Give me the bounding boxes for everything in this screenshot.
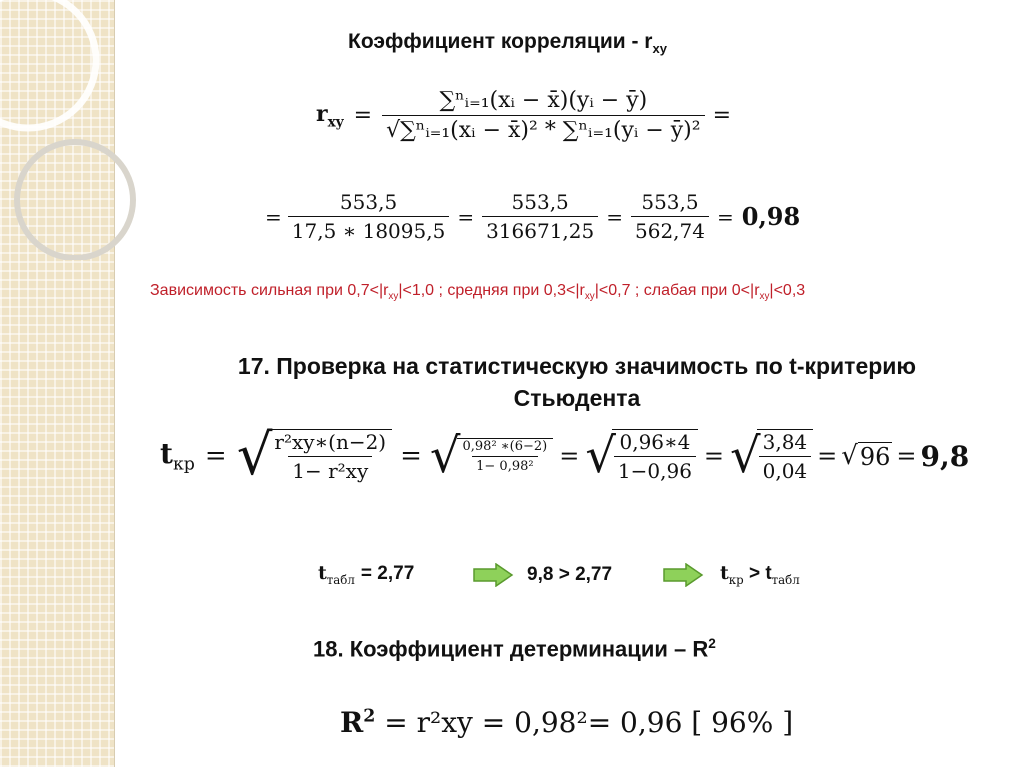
- correlation-formula: $r_{xy}$ = $\frac{\text{∑ⁿᵢ₌₁(xᵢ − x̄)(yᵢ − ȳ)}}{\text{√∑ⁿᵢ₌₁(xᵢ − x̄)² * ∑ⁿᵢ₌₁(yᵢ − ȳ)²}}$ =: [316, 88, 732, 143]
- correlation-calculation: = $\frac{553,5}{17,5 ∗ 18095,5}$ = $\frac{553,5}{316671,25}$ = $\frac{553,5}{562,74}$ = 0,98: [265, 190, 801, 243]
- t-statistic-formula: $t_{кр}$ = √ $\frac{\text{r²xy∗(n−2)}}{\text{1− r²xy}}$ = √ $\frac{\text{0,98² ∗(6−2)}}{\text{1− 0,98²}}$ = √ $\frac{0,96∗4}{1-0,96}$ = √ $\frac{3,84}{0,04}$ = √ 96 = 9,8: [160, 423, 970, 488]
- section-17-heading: 17. Проверка на статистическую значимость по t-критерию Стьюдента: [237, 353, 917, 411]
- formula-lhs: $r_{xy}$: [316, 100, 344, 131]
- correlation-fraction: [382, 88, 705, 143]
- dependency-note: Зависимость сильная при $0,7<|r_{xy}|<1,0$ ; средняя при $0,3<|r_{xy}|<0,7$ ; слабая при $0<|r_{xy}|<0,3$: [150, 282, 806, 303]
- determination-formula: $R^2 = r^2xy = 0,98^2= 0,96$ [ 96% ]: [340, 706, 794, 739]
- page-title: Коэффициент корреляции - $r_{xy}$: [348, 30, 667, 57]
- t-lhs: $t_{кр}$: [160, 437, 195, 475]
- t-conclusion: $t_{кр} > t_{табл}$: [720, 562, 800, 587]
- decorative-rings: [0, 0, 180, 260]
- calc-fraction-3: $\frac{553,5}{562,74}$: [631, 190, 709, 243]
- section-18-heading: 18. Коэффициент детерминации – $R^2$: [313, 636, 716, 662]
- correlation-numerator: ∑ⁿᵢ₌₁(xᵢ − x̄)(yᵢ − ȳ): [439, 88, 648, 113]
- calc-fraction-1: $\frac{553,5}{17,5 ∗ 18095,5}$: [288, 190, 450, 243]
- t-sqrt-fraction-3: $\frac{0,96∗4}{1-0,96}$: [614, 430, 696, 483]
- correlation-result: 0,98: [741, 202, 801, 231]
- comparison-statement: 9,8 > 2,77: [527, 564, 613, 585]
- t-table-value: $t_{табл} = 2,77$: [318, 562, 415, 587]
- arrow-right-icon: [472, 563, 514, 587]
- t-sqrt-fraction-4: $\frac{3,84}{0,04}$: [759, 430, 812, 483]
- t-sqrt-fraction-1: $\frac{\text{r²xy∗(n−2)}}{\text{1− r²xy}}$: [274, 430, 387, 483]
- correlation-denominator: √∑ⁿᵢ₌₁(xᵢ − x̄)² * ∑ⁿᵢ₌₁(yᵢ − ȳ)²: [382, 115, 705, 143]
- t-result: 9,8: [920, 439, 970, 473]
- calc-fraction-2: $\frac{553,5}{316671,25}$: [482, 190, 598, 243]
- t-sqrt-fraction-2: $\frac{\text{0,98² ∗(6−2)}}{\text{1− 0,98²}}$: [462, 439, 548, 474]
- arrow-right-icon: [662, 563, 704, 587]
